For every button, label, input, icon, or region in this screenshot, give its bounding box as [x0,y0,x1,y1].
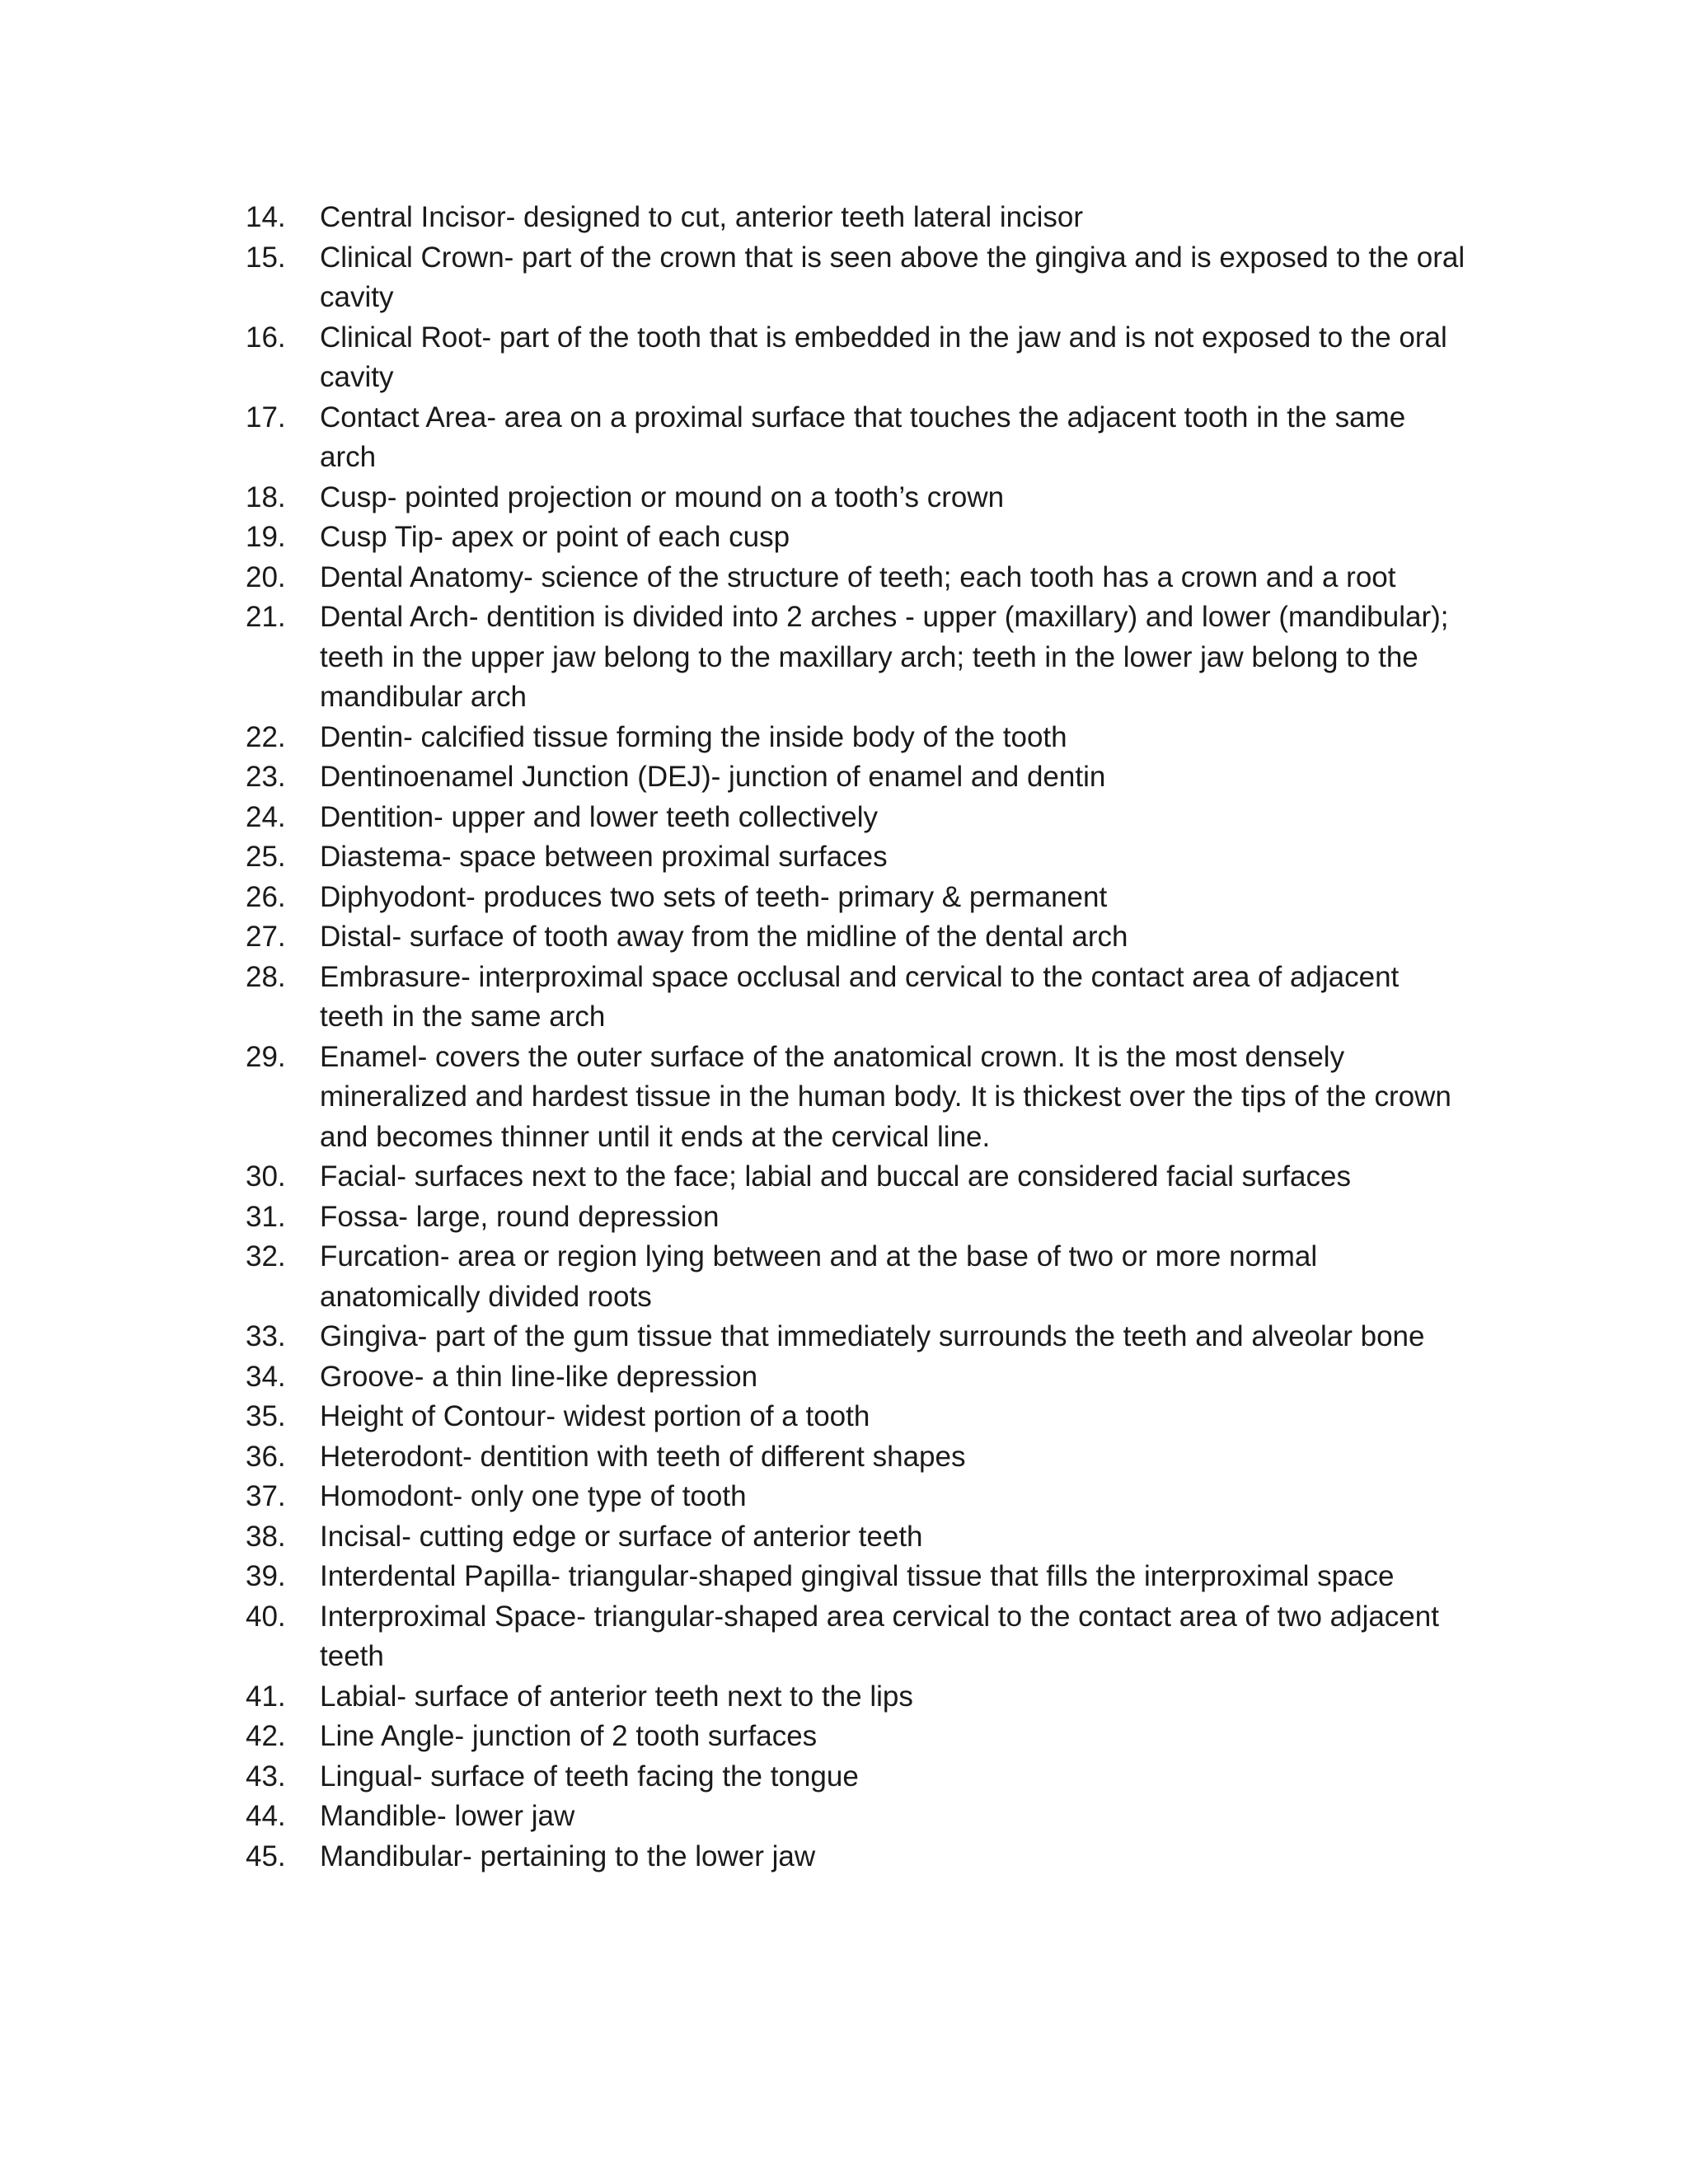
entry-text: Fossa- large, round depression [320,1200,720,1233]
entry-text: Homodont- only one type of tooth [320,1480,747,1512]
glossary-entry [246,318,1465,398]
entry-text: Mandibular- pertaining to the lower jaw [320,1840,816,1872]
entry-text: Central Incisor- designed to cut, anterior teeth lateral incisor [320,201,1084,233]
glossary-entry [246,198,1465,238]
entry-number: 27. [246,921,286,953]
entry-number: 24. [246,800,286,833]
glossary-entry [246,798,1465,838]
entry-text: Dentinoenamel Junction (DEJ)- junction of enamel and dentin [320,761,1106,793]
entry-number: 39. [246,1560,286,1592]
entry-text: Labial- surface of anterior teeth next to the lips [320,1680,913,1713]
entry-number: 28. [246,960,286,993]
entry-text: Groove- a thin line-like depression [320,1360,758,1393]
entry-text: Gingiva- part of the gum tissue that immediately surrounds the teeth and alveolar bone [320,1320,1425,1352]
entry-text: Interdental Papilla- triangular-shaped gingival tissue that fills the interproximal space [320,1560,1395,1592]
entry-text: Height of Contour- widest portion of a tooth [320,1400,870,1432]
entry-text: Cusp- pointed projection or mound on a tooth’s crown [320,480,1005,513]
entry-number: 37. [246,1480,286,1512]
glossary-list [246,198,1465,1877]
glossary-entry [246,1597,1465,1677]
entry-number: 17. [246,401,286,434]
entry-text: Embrasure- interproximal space occlusal and cervical to the contact area of adjacent teeth in the same arch [320,960,1400,1033]
entry-number: 43. [246,1760,286,1793]
entry-number: 36. [246,1440,286,1473]
glossary-entry [246,558,1465,598]
entry-text: Heterodont- dentition with teeth of different shapes [320,1440,966,1473]
glossary-entry [246,478,1465,518]
glossary-entry [246,1157,1465,1197]
entry-number: 32. [246,1240,286,1272]
glossary-entry [246,1837,1465,1877]
entry-text: Mandible- lower jaw [320,1800,575,1832]
glossary-entry [246,518,1465,558]
glossary-entry [246,917,1465,958]
entry-number: 44. [246,1800,286,1832]
glossary-entry [246,238,1465,318]
entry-number: 26. [246,880,286,913]
glossary-entry [246,878,1465,918]
glossary-entry [246,1757,1465,1797]
glossary-entry [246,1237,1465,1317]
entry-number: 30. [246,1160,286,1193]
glossary-entry [246,1477,1465,1517]
entry-number: 19. [246,521,286,553]
entry-number: 40. [246,1600,286,1633]
glossary-entry [246,1797,1465,1837]
entry-text: Furcation- area or region lying between and at the base of two or more normal anatomically divided roots [320,1240,1318,1313]
entry-number: 35. [246,1400,286,1432]
glossary-entry [246,1357,1465,1398]
entry-number: 34. [246,1360,286,1393]
entry-text: Clinical Crown- part of the crown that is seen above the gingiva and is exposed to the oral cavity [320,241,1465,313]
entry-number: 15. [246,241,286,274]
entry-number: 14. [246,201,286,233]
entry-text: Interproximal Space- triangular-shaped area cervical to the contact area of two adjacent teeth [320,1600,1439,1672]
entry-text: Clinical Root- part of the tooth that is embedded in the jaw and is not exposed to the oral cavity [320,321,1447,393]
glossary-entry [246,1517,1465,1558]
entry-text: Diastema- space between proximal surfaces [320,841,888,873]
entry-number: 45. [246,1840,286,1872]
entry-number: 41. [246,1680,286,1713]
entry-number: 25. [246,841,286,873]
glossary-entry [246,598,1465,718]
entry-text: Facial- surfaces next to the face; labial and buccal are considered facial surfaces [320,1160,1351,1193]
glossary-entry [246,958,1465,1038]
entry-text: Diphyodont- produces two sets of teeth- primary & permanent [320,880,1108,913]
entry-number: 23. [246,761,286,793]
entry-text: Dentin- calcified tissue forming the inside body of the tooth [320,720,1067,753]
entry-number: 18. [246,480,286,513]
entry-text: Dentition- upper and lower teeth collectively [320,800,879,833]
glossary-entry [246,398,1465,478]
glossary-entry [246,1038,1465,1158]
entry-number: 42. [246,1720,286,1752]
entry-number: 16. [246,321,286,354]
entry-number: 33. [246,1320,286,1352]
glossary-entry [246,1437,1465,1478]
entry-number: 20. [246,560,286,593]
entry-text: Incisal- cutting edge or surface of anterior teeth [320,1520,923,1553]
entry-number: 21. [246,601,286,633]
entry-text: Cusp Tip- apex or point of each cusp [320,521,790,553]
glossary-entry [246,1197,1465,1238]
glossary-entry [246,1717,1465,1757]
entry-text: Enamel- covers the outer surface of the anatomical crown. It is the most densely mineralized and hardest tissue in the human body. It is thickest over the tips of the crown and becomes thinner until it ends at the cervical line. [320,1040,1451,1153]
glossary-entry [246,837,1465,878]
entry-text: Dental Arch- dentition is divided into 2 arches - upper (maxillary) and lower (mandibular); teeth in the upper jaw belong to the maxillary arch; teeth in the lower jaw belong to the mandibular arch [320,601,1449,713]
entry-number: 22. [246,720,286,753]
glossary-entry [246,1557,1465,1597]
entry-number: 31. [246,1200,286,1233]
entry-text: Contact Area- area on a proximal surface that touches the adjacent tooth in the same arch [320,401,1406,473]
glossary-entry [246,718,1465,758]
entry-text: Dental Anatomy- science of the structure of teeth; each tooth has a crown and a root [320,560,1396,593]
glossary-entry [246,757,1465,798]
entry-number: 38. [246,1520,286,1553]
glossary-entry [246,1317,1465,1357]
glossary-entry [246,1397,1465,1437]
glossary-entry [246,1677,1465,1718]
entry-number: 29. [246,1040,286,1073]
entry-text: Lingual- surface of teeth facing the tongue [320,1760,859,1793]
entry-text: Line Angle- junction of 2 tooth surfaces [320,1720,818,1752]
entry-text: Distal- surface of tooth away from the midline of the dental arch [320,921,1128,953]
